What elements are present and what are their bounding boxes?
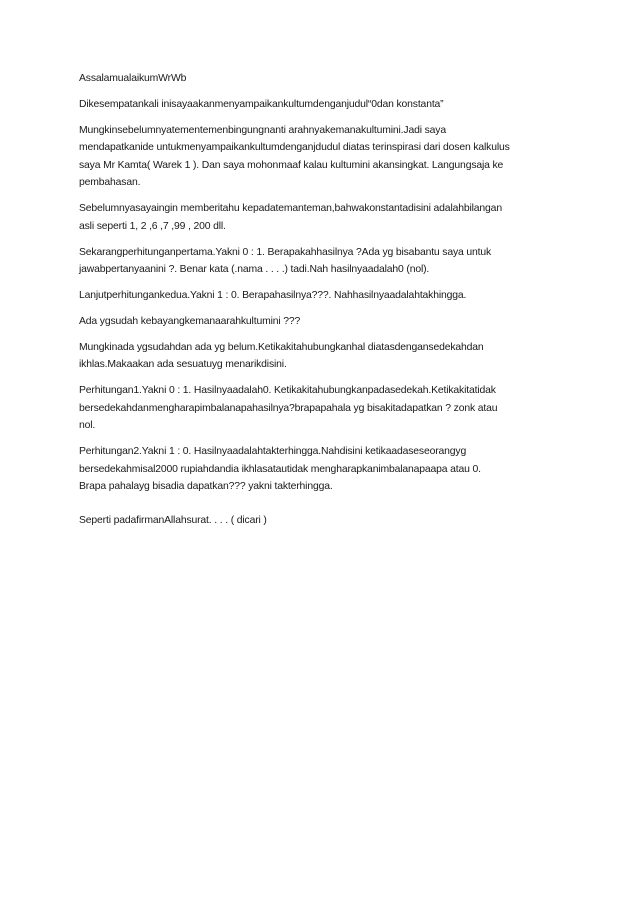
paragraph-constant-definition: Sebelumnyasayaingin memberitahu kepadatemanteman,bahwakonstantadisini adalahbilangan asli seperti 1, 2 ,6 ,7 ,99 , 200 dll. xyxy=(79,203,502,232)
paragraph-first-calculation: Sekarangperhitunganpertama.Yakni 0 : 1. Berapakahhasilnya ?Ada yg bisabantu saya untuk jawabpertanyaanini ?. Benar kata (.nama . . . .) tadi.Nah hasilnyaadalah0 (nol). xyxy=(79,246,492,276)
paragraph-calculation-one: Perhitungan1.Yakni 0 : 1. Hasilnyaadalah0. Ketikakitahubungkanpadasedekah.Ketikakitatidak bersedekahdanmengharapimbalanapahasilnya?brapapahala yg bisakitadapatkan ? zonk atau nol. xyxy=(79,385,498,432)
paragraph-background: Mungkinsebelumnyatementemenbingungnanti arahnyakemanakultumini.Jadi saya mendapatkanide untukmenyampaikankultumdenganjdudul diatas terinspirasi dari dosen kalkulus saya Mr Kamta( Warek 1 ). Dan saya mohonmaaf kalau kultumini akansingkat. Langungsaja ke pembahasan. xyxy=(79,125,510,189)
paragraph-connection: Mungkinada ygsudahdan ada yg belum.Ketikakitahubungkanhal diatasdengansedekahdan ikhlas.Makaakan ada sesuatuyg menarikdisini. xyxy=(79,342,484,371)
paragraph-closing: Seperti padafirmanAllahsurat. . . . ( dicari ) xyxy=(79,515,267,527)
paragraph-calculation-two: Perhitungan2.Yakni 1 : 0. Hasilnyaadalahtakterhingga.Nahdisini ketikaadaseseorangyg bersedekahmisal2000 rupiahdandia ikhlasatautidak mengharapkanimbalanapaapa atau 0. Brapa pahalayg bisadia dapatkan??? yakni takterhingga. xyxy=(79,446,481,493)
paragraph-question: Ada ygsudah kebayangkemanaarahkultumini ??? xyxy=(79,316,301,328)
document-body xyxy=(79,70,571,538)
paragraph-greeting: AssalamualaikumWrWb xyxy=(79,73,187,84)
paragraph-second-calculation: Lanjutperhitungankedua.Yakni 1 : 0. Berapahasilnya???. Nahhasilnyaadalahtakhingga. xyxy=(79,290,467,302)
paragraph-intro: Dikesempatankali inisayaakanmenyampaikankultumdenganjudul“0dan konstanta” xyxy=(79,99,444,110)
